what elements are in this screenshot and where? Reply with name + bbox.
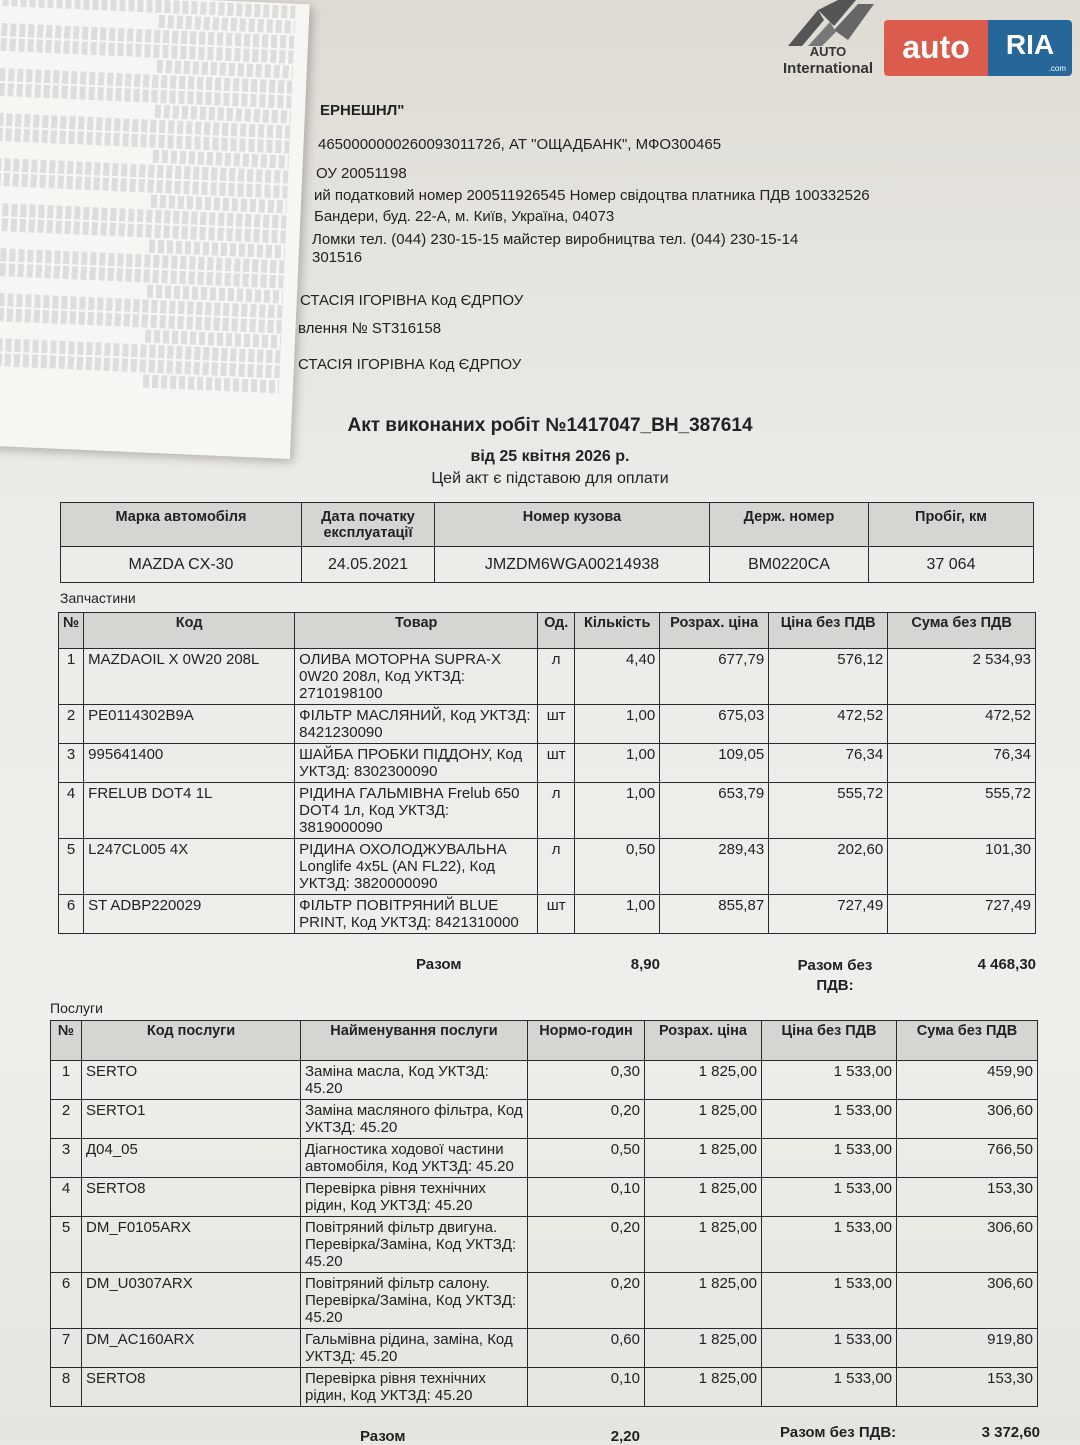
header-phones: Ломки тел. (044) 230-15-15 майстер виробництва тел. (044) 230-15-14 — [312, 231, 799, 248]
parts-cell: 555,72 — [888, 783, 1036, 839]
car-header-brand: Марка автомобіля — [61, 503, 302, 547]
services-header-name: Найменування послуги — [301, 1021, 528, 1061]
header-code: 301516 — [312, 249, 363, 266]
services-cell: 1 825,00 — [645, 1100, 762, 1139]
services-cell: 1 — [51, 1061, 82, 1100]
receipt-line — [0, 0, 296, 19]
parts-cell: 2 534,93 — [888, 649, 1036, 705]
parts-header-net-sum: Сума без ПДВ — [888, 613, 1036, 649]
parts-header-qty: Кількість — [575, 613, 660, 649]
services-cell: 1 533,00 — [762, 1368, 897, 1407]
services-row — [51, 1368, 1038, 1407]
parts-cell: ОЛИВА МОТОРНА SUPRA-X 0W20 208л, Код УКТЗД: 2710198100 — [295, 649, 538, 705]
parts-cell: РІДИНА ГАЛЬМІВНА Frelub 650 DOT4 1л, Код УКТЗД: 3819000090 — [295, 783, 538, 839]
auto-international-mark-icon — [778, 0, 878, 48]
services-cell: 1 533,00 — [762, 1273, 897, 1329]
services-cell: 153,30 — [897, 1178, 1038, 1217]
services-row — [51, 1329, 1038, 1368]
services-cell: Д04_05 — [82, 1139, 301, 1178]
parts-cell: 5 — [59, 839, 84, 895]
parts-cell: 3 — [59, 744, 84, 783]
car-header-mileage: Пробіг, км — [869, 503, 1034, 547]
services-cell: 3 — [51, 1139, 82, 1178]
parts-cell: 2 — [59, 705, 84, 744]
services-cell: 0,30 — [528, 1061, 645, 1100]
services-total-qty: 2,20 — [610, 1428, 640, 1445]
parts-cell: шт — [538, 744, 575, 783]
parts-cell: FRELUB DOT4 1L — [84, 783, 295, 839]
services-cell: DM_F0105ARX — [82, 1217, 301, 1273]
car-vin: JMZDM6WGA00214938 — [435, 547, 710, 583]
services-cell: 1 825,00 — [645, 1273, 762, 1329]
parts-cell: 472,52 — [888, 705, 1036, 744]
parts-cell: MAZDAOIL X 0W20 208L — [84, 649, 295, 705]
parts-cell: L247CL005 4X — [84, 839, 295, 895]
services-cell: SERTO8 — [82, 1178, 301, 1217]
parts-cell: 727,49 — [769, 895, 888, 934]
services-cell: 0,20 — [528, 1217, 645, 1273]
services-cell: 0,10 — [528, 1178, 645, 1217]
auto-international-logo — [768, 0, 888, 80]
services-header-hours: Нормо-годин — [528, 1021, 645, 1061]
services-cell: Перевірка рівня технічних рідин, Код УКТЗД: 45.20 — [301, 1368, 528, 1407]
services-cell: 1 825,00 — [645, 1139, 762, 1178]
parts-cell: 76,34 — [888, 744, 1036, 783]
services-cell: Повітряний фільтр салону. Перевірка/Заміна, Код УКТЗД: 45.20 — [301, 1273, 528, 1329]
car-brand: MAZDA CX-30 — [61, 547, 302, 583]
parts-cell: 289,43 — [660, 839, 769, 895]
car-header-date: Дата початку експлуатації — [302, 503, 435, 547]
parts-row — [59, 744, 1036, 783]
parts-cell: 555,72 — [769, 783, 888, 839]
parts-header-unit: Од. — [538, 613, 575, 649]
services-header-net-sum: Сума без ПДВ — [897, 1021, 1038, 1061]
car-header-plate: Держ. номер — [710, 503, 869, 547]
parts-table — [58, 612, 1036, 934]
services-header-net-price: Ціна без ПДВ — [762, 1021, 897, 1061]
ria-right-box — [988, 20, 1072, 76]
services-cell: 1 825,00 — [645, 1329, 762, 1368]
parts-cell: 995641400 — [84, 744, 295, 783]
parts-row — [59, 705, 1036, 744]
parts-cell: шт — [538, 895, 575, 934]
services-row — [51, 1178, 1038, 1217]
parts-section-label: Запчастини — [60, 590, 136, 606]
header-tax-number: ий податковий номер 200511926545 Номер свідоцтва платника ПДВ 100332526 — [314, 187, 870, 204]
parts-cell: 109,05 — [660, 744, 769, 783]
header-customer-2: СТАСІЯ ІГОРІВНА Код ЄДРПОУ — [298, 356, 522, 373]
services-table — [50, 1020, 1038, 1407]
parts-cell: 1,00 — [575, 783, 660, 839]
parts-cell: шт — [538, 705, 575, 744]
parts-cell: 472,52 — [769, 705, 888, 744]
services-cell: 306,60 — [897, 1217, 1038, 1273]
parts-cell: 576,12 — [769, 649, 888, 705]
parts-row — [59, 839, 1036, 895]
car-start-date: 24.05.2021 — [302, 547, 435, 583]
parts-cell: 1,00 — [575, 744, 660, 783]
services-cell: SERTO1 — [82, 1100, 301, 1139]
services-cell: 1 533,00 — [762, 1100, 897, 1139]
services-cell: DM_AC160ARX — [82, 1329, 301, 1368]
header-bank-account: 465000000026009301172б, АТ "ОЩАДБАНК", МФО300465 — [318, 136, 722, 153]
services-cell: 766,50 — [897, 1139, 1038, 1178]
parts-cell: PE0114302B9A — [84, 705, 295, 744]
parts-cell: 1,00 — [575, 895, 660, 934]
services-total-sum: 3 372,60 — [981, 1424, 1040, 1441]
parts-cell: ФІЛЬТР МАСЛЯНИЙ, Код УКТЗД: 8421230090 — [295, 705, 538, 744]
services-total-sum-label: Разом без ПДВ: — [780, 1424, 897, 1441]
services-cell: 2 — [51, 1100, 82, 1139]
services-cell: 306,60 — [897, 1100, 1038, 1139]
car-info-table — [60, 502, 1034, 583]
parts-cell: л — [538, 649, 575, 705]
services-row — [51, 1061, 1038, 1100]
parts-cell: 202,60 — [769, 839, 888, 895]
services-cell: Заміна масляного фільтра, Код УКТЗД: 45.20 — [301, 1100, 528, 1139]
services-cell: Гальмівна рідина, заміна, Код УКТЗД: 45.20 — [301, 1329, 528, 1368]
parts-cell: 727,49 — [888, 895, 1036, 934]
services-cell: 1 533,00 — [762, 1178, 897, 1217]
ria-domain: .com — [1048, 64, 1066, 73]
services-cell: 1 533,00 — [762, 1061, 897, 1100]
services-cell: 919,80 — [897, 1329, 1038, 1368]
header-company-name: ЕРНЕШНЛ" — [320, 102, 405, 119]
parts-total-sum-label: Разом без ПДВ: — [797, 957, 873, 994]
document-title: Акт виконаних робіт №1417047_ВН_387614 — [347, 415, 753, 436]
services-cell: Перевірка рівня технічних рідин, Код УКТЗД: 45.20 — [301, 1178, 528, 1217]
services-cell: 6 — [51, 1273, 82, 1329]
services-cell: 1 825,00 — [645, 1061, 762, 1100]
services-cell: DM_U0307ARX — [82, 1273, 301, 1329]
services-cell: 0,60 — [528, 1329, 645, 1368]
parts-cell: 6 — [59, 895, 84, 934]
car-header-vin: Номер кузова — [435, 503, 710, 547]
services-cell: SERTO — [82, 1061, 301, 1100]
services-header-no: № — [51, 1021, 82, 1061]
services-cell: 1 533,00 — [762, 1217, 897, 1273]
services-cell: 1 825,00 — [645, 1368, 762, 1407]
header-address: Бандери, буд. 22-А, м. Київ, Україна, 04073 — [314, 208, 615, 225]
ria-right-text: RIA — [1005, 29, 1055, 60]
auto-international-line2: International — [782, 60, 873, 77]
services-header-code: Код послуги — [82, 1021, 301, 1061]
parts-cell: 101,30 — [888, 839, 1036, 895]
document-date: від 25 квітня 2026 р. — [470, 448, 630, 465]
services-cell: 0,10 — [528, 1368, 645, 1407]
services-cell: 153,30 — [897, 1368, 1038, 1407]
parts-cell: 0,50 — [575, 839, 660, 895]
services-row — [51, 1139, 1038, 1178]
parts-cell: 76,34 — [769, 744, 888, 783]
services-row — [51, 1217, 1038, 1273]
auto-international-line1: AUTO — [809, 44, 847, 59]
services-cell: 0,20 — [528, 1273, 645, 1329]
services-cell: 5 — [51, 1217, 82, 1273]
services-cell: 1 533,00 — [762, 1329, 897, 1368]
parts-cell: 675,03 — [660, 705, 769, 744]
car-plate: BM0220CA — [710, 547, 869, 583]
parts-row — [59, 783, 1036, 839]
services-header-price: Розрах. ціна — [645, 1021, 762, 1061]
services-cell: SERTO8 — [82, 1368, 301, 1407]
parts-cell: 4,40 — [575, 649, 660, 705]
services-cell: 4 — [51, 1178, 82, 1217]
document-basis: Цей акт є підставою для оплати — [431, 470, 669, 487]
ria-left-text: auto — [884, 20, 988, 76]
receipt-strip — [0, 0, 310, 459]
services-section-label: Послуги — [50, 1000, 103, 1016]
parts-cell: 4 — [59, 783, 84, 839]
services-total-label: Разом — [360, 1428, 406, 1445]
services-cell: 7 — [51, 1329, 82, 1368]
parts-cell: 1,00 — [575, 705, 660, 744]
services-cell: 1 825,00 — [645, 1217, 762, 1273]
services-cell: Заміна масла, Код УКТЗД: 45.20 — [301, 1061, 528, 1100]
services-cell: 0,50 — [528, 1139, 645, 1178]
parts-cell: л — [538, 839, 575, 895]
parts-total-label: Разом — [416, 956, 462, 973]
services-cell: 0,20 — [528, 1100, 645, 1139]
services-cell: 8 — [51, 1368, 82, 1407]
services-row — [51, 1273, 1038, 1329]
parts-cell: 677,79 — [660, 649, 769, 705]
parts-cell: л — [538, 783, 575, 839]
header-edrpou: ОУ 20051198 — [316, 165, 407, 182]
parts-cell: 855,87 — [660, 895, 769, 934]
parts-total-sum: 4 468,30 — [977, 956, 1036, 973]
header-customer-1: СТАСІЯ ІГОРІВНА Код ЄДРПОУ — [300, 292, 524, 309]
services-cell: 459,90 — [897, 1061, 1038, 1100]
parts-cell: ФІЛЬТР ПОВІТРЯНИЙ BLUE PRINT, Код УКТЗД: 8421310000 — [295, 895, 538, 934]
car-mileage: 37 064 — [869, 547, 1034, 583]
parts-header-price: Розрах. ціна — [660, 613, 769, 649]
parts-header-code: Код — [84, 613, 295, 649]
services-cell: 1 533,00 — [762, 1139, 897, 1178]
parts-header-net-price: Ціна без ПДВ — [769, 613, 888, 649]
parts-total-qty: 8,90 — [630, 956, 660, 973]
parts-cell: ШАЙБА ПРОБКИ ПІДДОНУ, Код УКТЗД: 8302300090 — [295, 744, 538, 783]
parts-row — [59, 649, 1036, 705]
parts-cell: 653,79 — [660, 783, 769, 839]
parts-cell: ST ADBP220029 — [84, 895, 295, 934]
services-cell: Повітряний фільтр двигуна. Перевірка/Заміна, Код УКТЗД: 45.20 — [301, 1217, 528, 1273]
header-order-number: влення № ST316158 — [298, 320, 442, 337]
services-cell: Діагностика ходової частини автомобіля, Код УКТЗД: 45.20 — [301, 1139, 528, 1178]
services-row — [51, 1100, 1038, 1139]
parts-header-no: № — [59, 613, 84, 649]
services-cell: 306,60 — [897, 1273, 1038, 1329]
parts-header-item: Товар — [295, 613, 538, 649]
parts-cell: РІДИНА ОХОЛОДЖУВАЛЬНА Longlife 4x5L (AN FL22), Код УКТЗД: 3820000090 — [295, 839, 538, 895]
auto-ria-watermark — [884, 20, 1072, 76]
parts-cell: 1 — [59, 649, 84, 705]
services-cell: 1 825,00 — [645, 1178, 762, 1217]
parts-row — [59, 895, 1036, 934]
